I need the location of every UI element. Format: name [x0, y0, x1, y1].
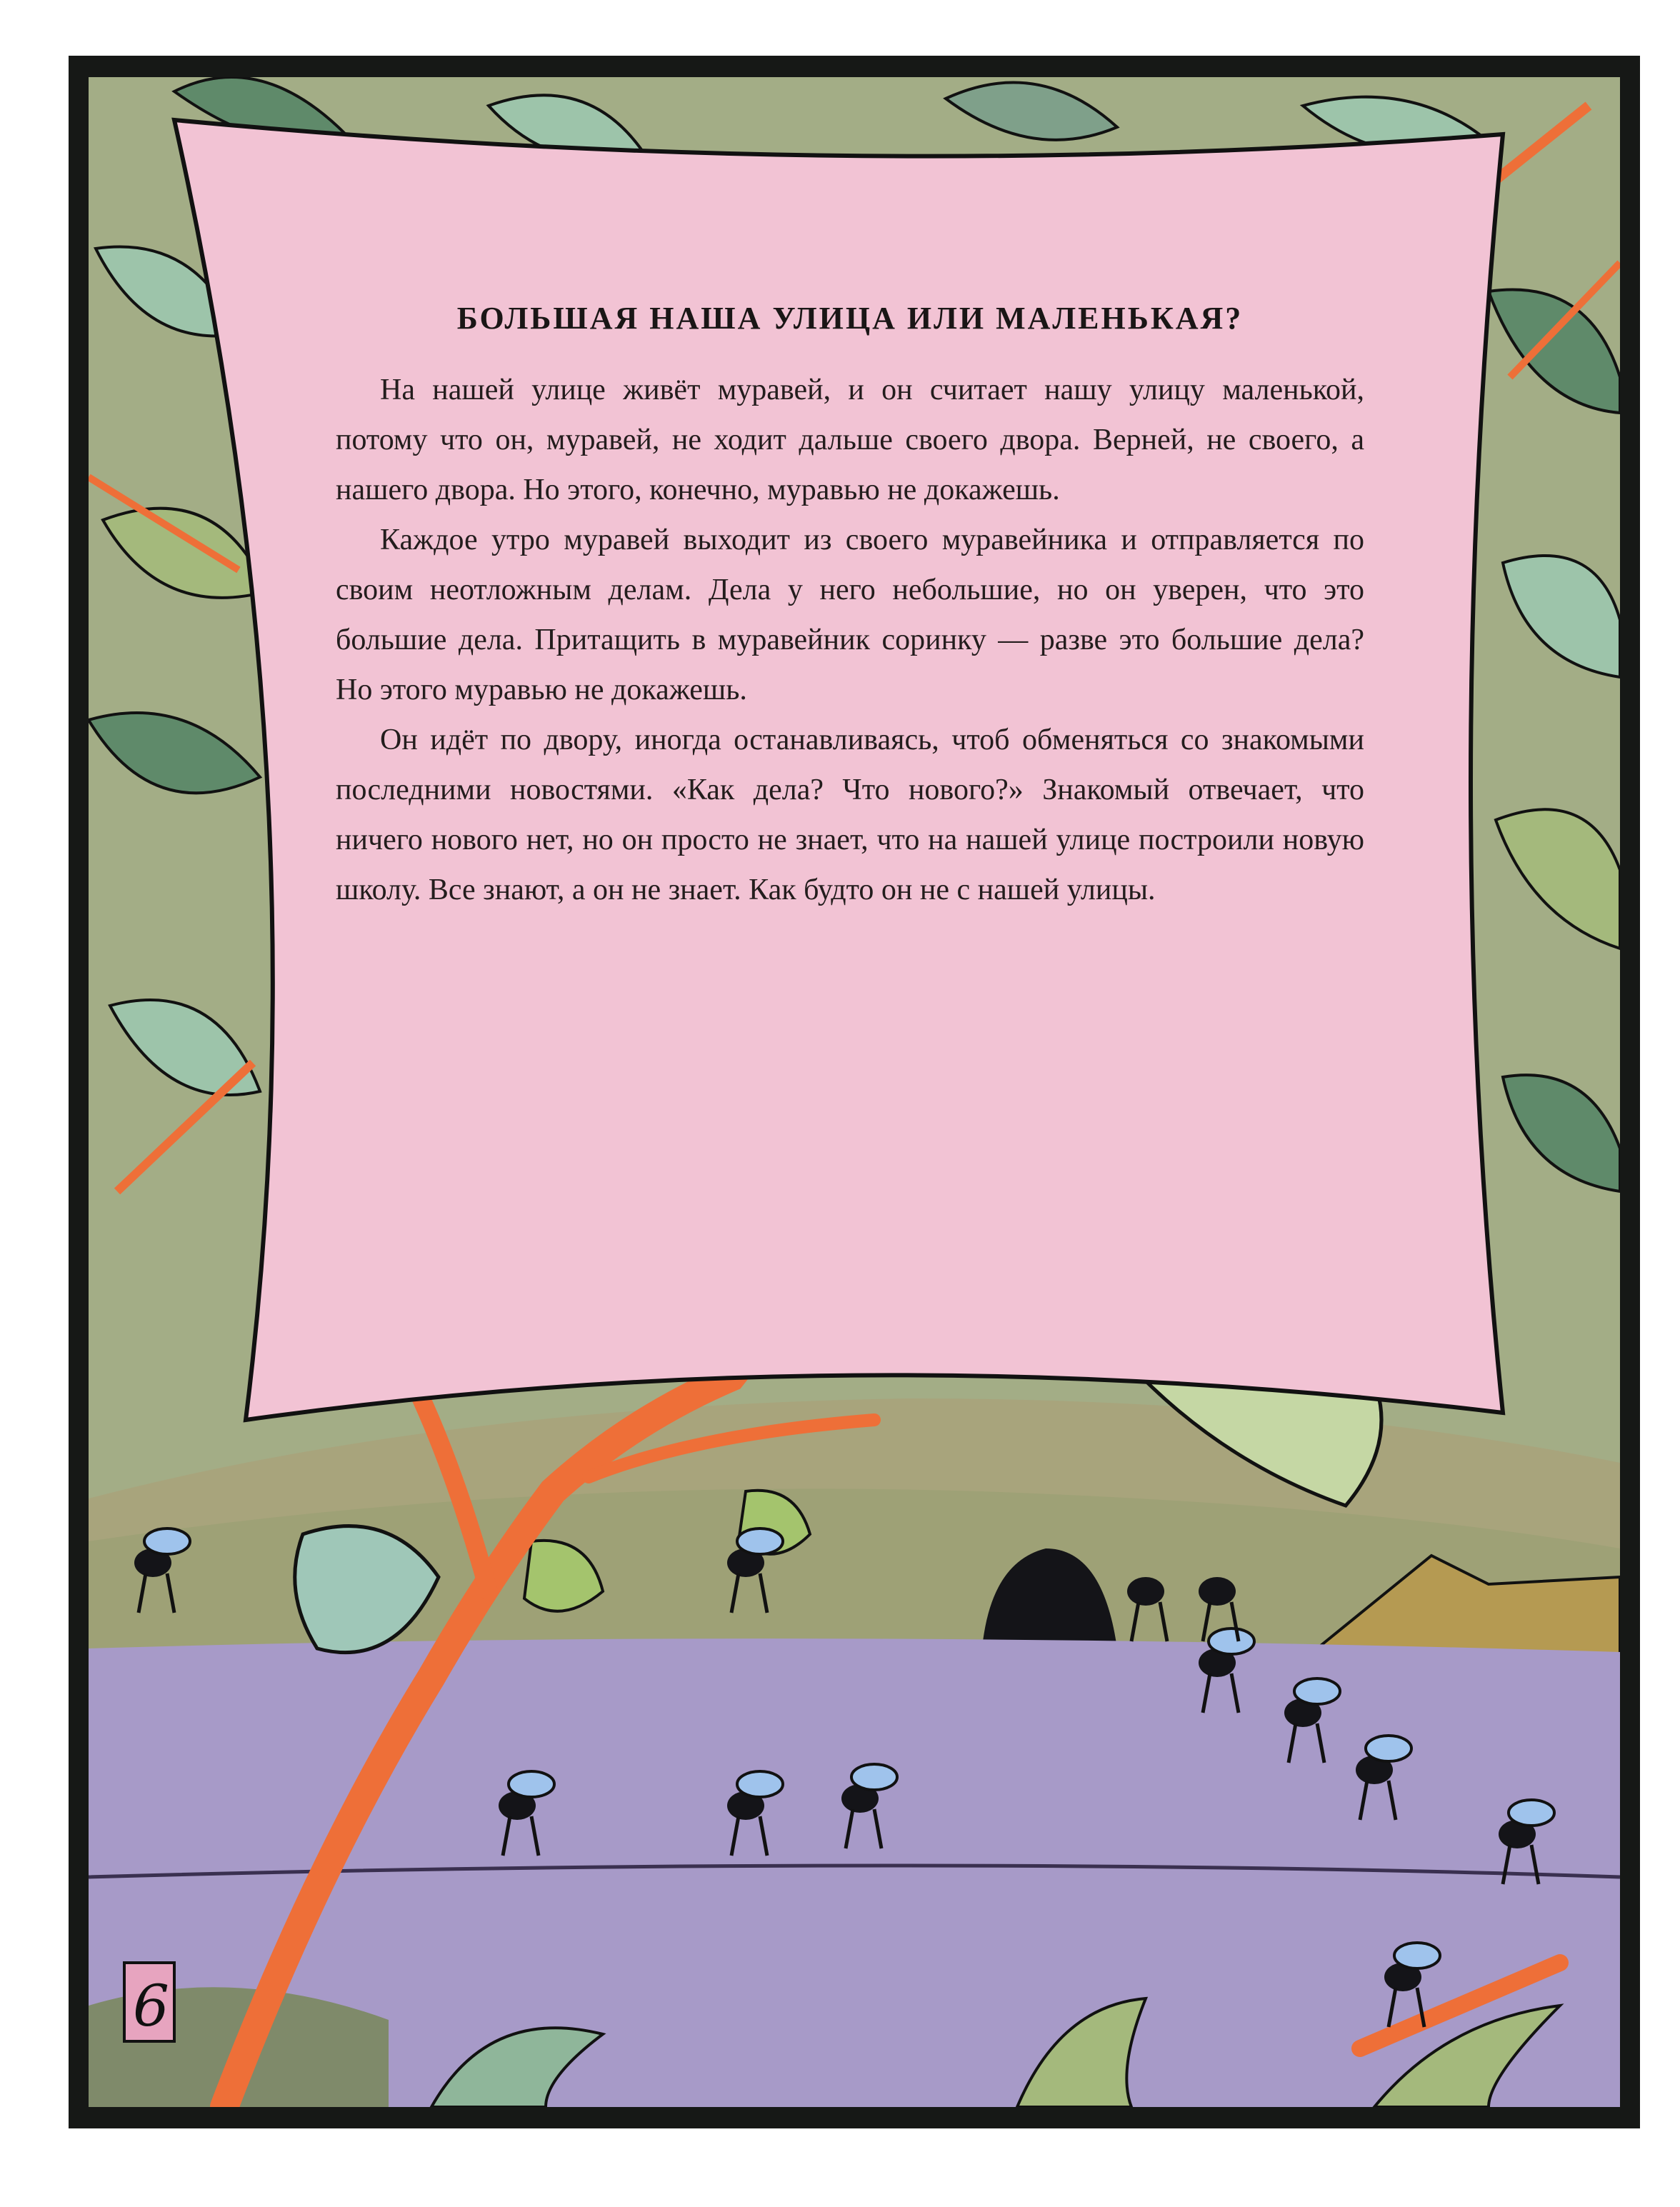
- paragraph-2: Каждое утро муравей выходит из своего муравейника и отправляется по своим неотложным делам. Дела у него небольшие, но он уверен, что это большие дела. Притащить в муравейник соринку — разве это большие дела? Но этого муравью не докажешь.: [336, 524, 1364, 706]
- page-number: 6: [133, 1973, 169, 2039]
- paragraph-1: На нашей улице живёт муравей, и он считает нашу улицу маленькой, потому что он, муравей, не ходит дальше своего двора. Верней, не своего, а нашего двора. Но этого, конечно, муравью не докажешь.: [336, 374, 1364, 506]
- story-text: [336, 300, 1364, 915]
- story-title: БОЛЬШАЯ НАША УЛИЦА ИЛИ МАЛЕНЬКАЯ?: [456, 301, 1244, 336]
- paragraph-3: Он идёт по двору, иногда останавливаясь, чтоб обменяться со знакомыми последними новостями. «Как дела? Что нового?» Знакомый отвечает, что ничего нового нет, но он просто не знает, что на нашей улице построили новую школу. Все знают, а он не знает. Как будто он не с нашей улицы.: [336, 724, 1364, 906]
